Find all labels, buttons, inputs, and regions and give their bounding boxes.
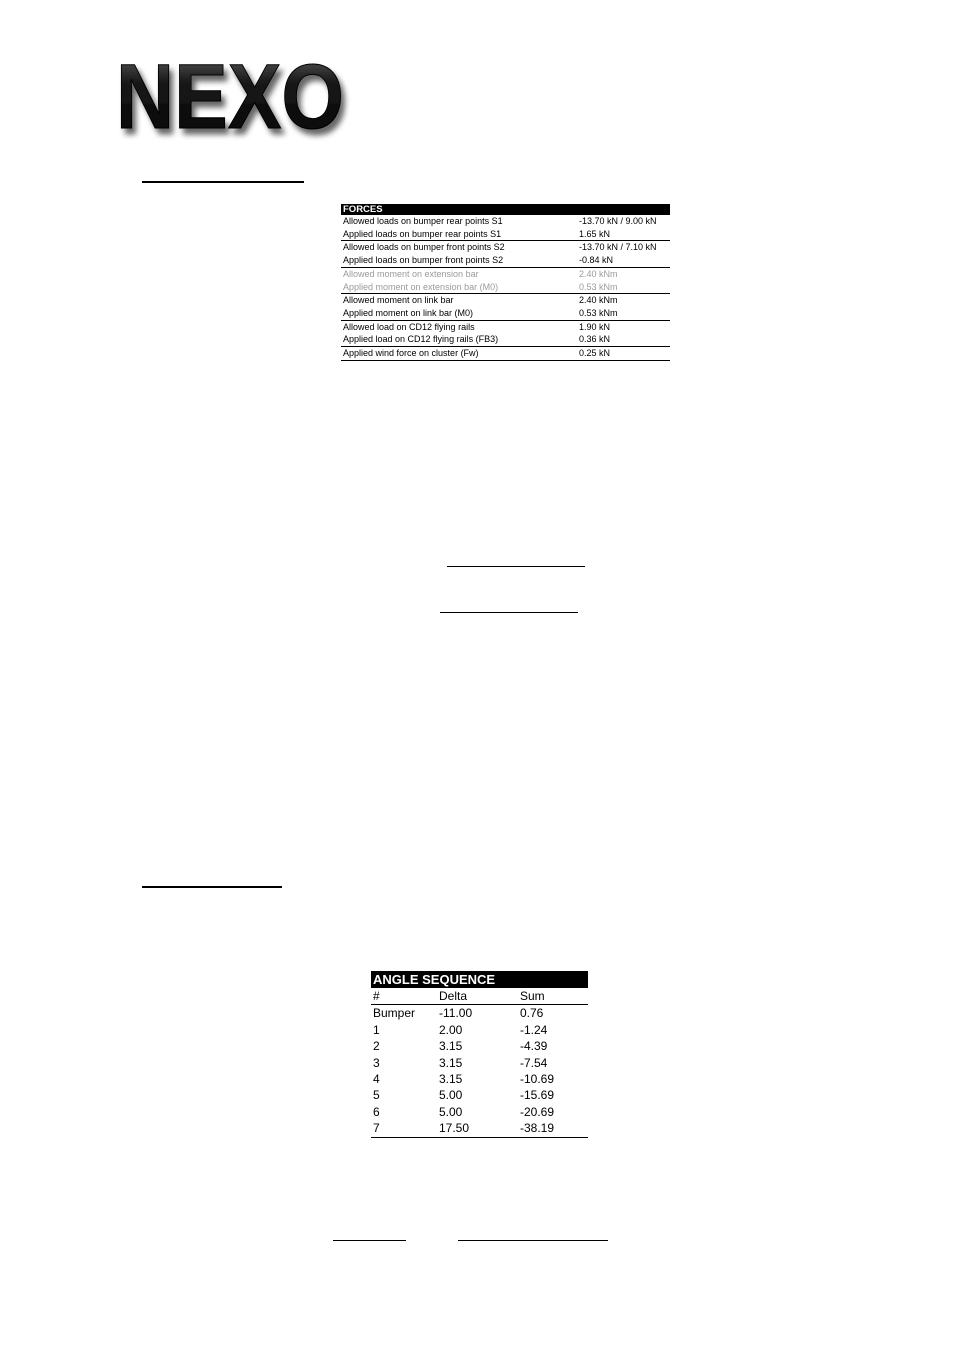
force-label: Applied loads on bumper front points S2 <box>341 254 577 267</box>
force-label: Applied moment on link bar (M0) <box>341 307 577 320</box>
force-value: 2.40 kNm <box>579 295 618 306</box>
angle-sum: -15.69 <box>520 1088 555 1103</box>
angle-sum: 0.76 <box>520 1006 544 1021</box>
force-label: Applied load on CD12 flying rails (FB3) <box>341 333 577 346</box>
angle-row <box>371 1087 588 1103</box>
angle-delta: 3.15 <box>439 1039 463 1054</box>
angle-row <box>371 1104 588 1120</box>
forces-table <box>341 204 670 361</box>
angle-row <box>371 1022 588 1038</box>
forces-row <box>341 267 670 280</box>
angle-delta: -11.00 <box>439 1006 473 1021</box>
angle-index: 3 <box>373 1055 380 1070</box>
force-label: Applied wind force on cluster (Fw) <box>341 347 577 361</box>
force-value: 0.25 kN <box>577 347 670 361</box>
angle-title: ANGLE SEQUENCE <box>371 971 588 988</box>
angle-delta: 3.15 <box>439 1072 463 1087</box>
forces-row <box>341 241 670 254</box>
force-label: Allowed moment on extension bar <box>343 268 479 279</box>
force-value: -13.70 kN / 9.00 kN <box>579 216 657 226</box>
angle-column-header-row <box>371 988 588 1005</box>
forces-row <box>341 333 670 346</box>
angle-sum: -10.69 <box>520 1072 555 1087</box>
force-label: Allowed loads on bumper front points S2 <box>343 242 505 253</box>
force-value: 0.36 kN <box>577 333 670 346</box>
forces-row <box>341 281 670 294</box>
angle-index: 2 <box>373 1039 380 1054</box>
angle-index: 6 <box>373 1104 380 1119</box>
forces-row <box>341 254 670 267</box>
angle-row <box>371 1005 588 1022</box>
section-rule-2 <box>142 886 282 888</box>
logo-text: NEXO <box>116 50 344 148</box>
angle-row <box>371 1120 588 1137</box>
nexo-logo <box>112 50 352 150</box>
angle-sum: -1.24 <box>520 1022 548 1037</box>
section-rule-1 <box>142 181 304 183</box>
angle-sum: -20.69 <box>520 1104 555 1119</box>
force-value: 0.53 kNm <box>577 281 670 294</box>
link-rule-4 <box>458 1240 608 1241</box>
angle-index: Bumper <box>373 1006 416 1021</box>
angle-row <box>371 1071 588 1087</box>
force-label: Allowed moment on link bar <box>343 295 454 306</box>
angle-delta: 3.15 <box>439 1055 463 1070</box>
force-value: 2.40 kNm <box>579 268 618 279</box>
angle-sequence-table <box>371 971 588 1138</box>
forces-row <box>341 215 670 228</box>
angle-sum: -38.19 <box>518 1120 588 1137</box>
link-rule-1 <box>447 566 585 567</box>
angle-delta: 5.00 <box>439 1088 463 1103</box>
forces-row <box>341 320 670 333</box>
column-header: # <box>371 988 437 1005</box>
force-value: 1.65 kN <box>577 228 670 241</box>
force-label: Applied moment on extension bar (M0) <box>341 281 577 294</box>
angle-delta: 2.00 <box>439 1022 463 1037</box>
angle-index: 1 <box>373 1022 380 1037</box>
force-value: 0.53 kNm <box>577 307 670 320</box>
angle-index: 4 <box>373 1072 380 1087</box>
angle-delta: 17.50 <box>437 1120 518 1137</box>
force-label: Allowed loads on bumper rear points S1 <box>343 216 503 226</box>
angle-index: 7 <box>371 1120 437 1137</box>
angle-delta: 5.00 <box>439 1104 463 1119</box>
force-label: Applied loads on bumper rear points S1 <box>341 228 577 241</box>
angle-row <box>371 1055 588 1071</box>
force-label: Allowed load on CD12 flying rails <box>343 321 475 332</box>
forces-row <box>341 294 670 307</box>
angle-index: 5 <box>373 1088 380 1103</box>
force-value: 1.90 kN <box>579 321 611 332</box>
angle-sum: -7.54 <box>520 1055 548 1070</box>
force-value: -0.84 kN <box>577 254 670 267</box>
forces-row <box>341 347 670 361</box>
angle-sum: -4.39 <box>520 1039 548 1054</box>
forces-title: FORCES <box>341 204 670 215</box>
force-value: -13.70 kN / 7.10 kN <box>579 242 657 253</box>
angle-row <box>371 1038 588 1054</box>
forces-header-row <box>341 204 670 215</box>
forces-row <box>341 228 670 241</box>
link-rule-3 <box>333 1240 406 1241</box>
link-rule-2 <box>440 612 578 613</box>
column-header: Sum <box>518 988 588 1005</box>
column-header: Delta <box>437 988 518 1005</box>
angle-header-row <box>371 971 588 988</box>
forces-row <box>341 307 670 320</box>
